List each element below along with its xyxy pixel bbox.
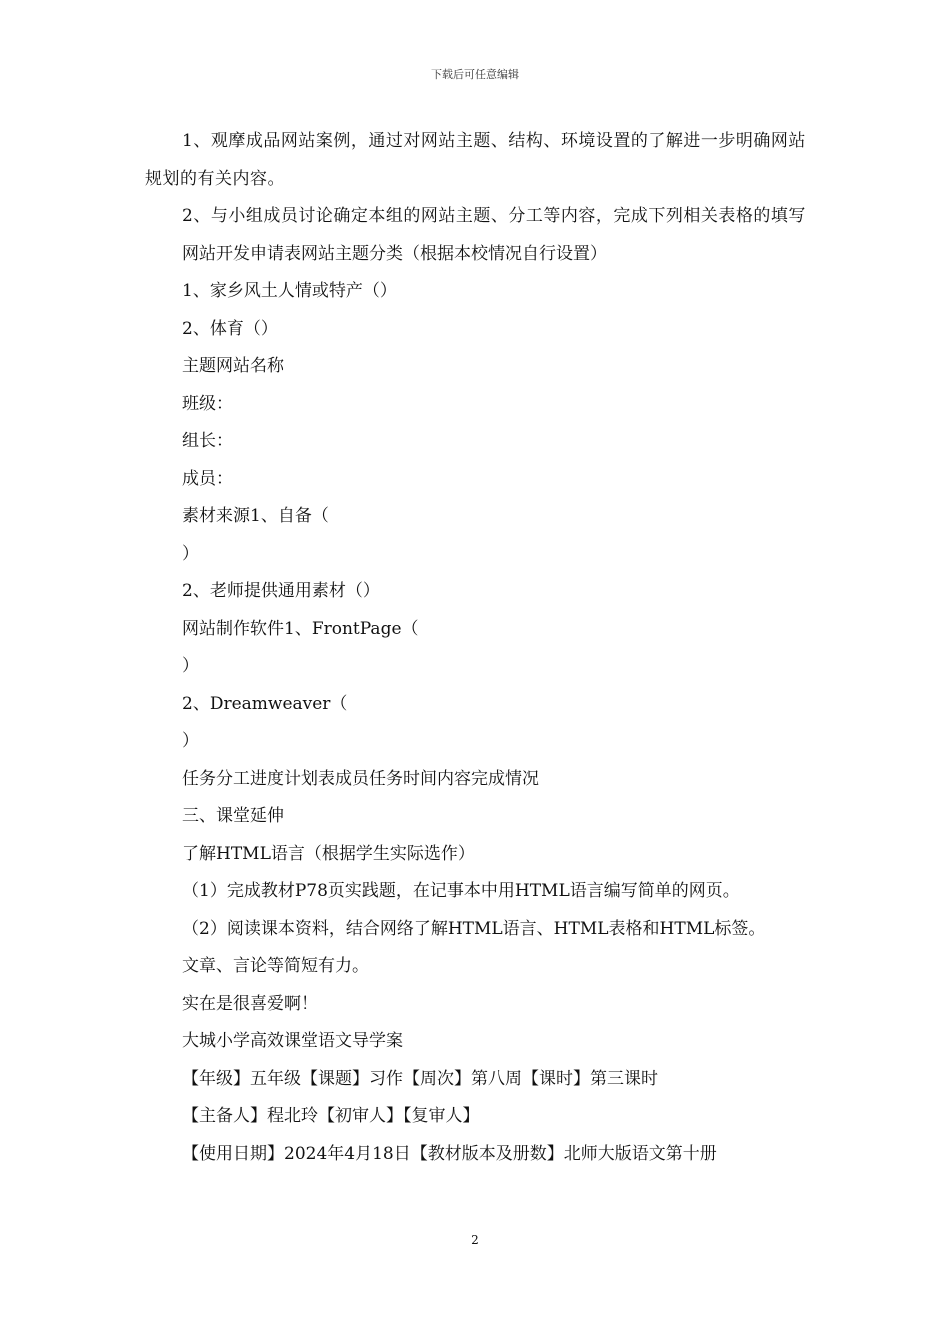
paragraph: 素材来源1、自备（: [182, 506, 329, 526]
paragraph: 2、老师提供通用素材（）: [182, 581, 380, 601]
paragraph: ）: [182, 656, 199, 676]
page-number: 2: [471, 1233, 479, 1247]
paragraph: 【主备人】程北玲【初审人】【复审人】: [182, 1106, 480, 1126]
paragraph: 大城小学高效课堂语文导学案: [182, 1031, 403, 1051]
paragraph: 实在是很喜爱啊！: [182, 993, 318, 1014]
paragraph: 班级：: [182, 393, 233, 414]
paragraph: 文章、言论等简短有力。: [182, 956, 369, 976]
paragraph: 网站制作软件1、FrontPage（: [182, 618, 419, 639]
paragraph: 网站开发申请表网站主题分类（根据本校情况自行设置）: [182, 243, 607, 264]
paragraph: 任务分工进度计划表成员任务时间内容完成情况: [182, 768, 539, 789]
paragraph: （2）阅读课本资料，结合网络了解HTML语言、HTML表格和HTML标签。: [182, 918, 766, 939]
document-body: [145, 123, 810, 1173]
paragraph: 2、体育（）: [182, 318, 278, 339]
page-header: 下载后可任意编辑: [431, 68, 519, 81]
paragraph: 主题网站名称: [182, 356, 284, 376]
paragraph: 2、与小组成员讨论确定本组的网站主题、分工等内容，完成下列相关表格的填写: [182, 206, 806, 226]
paragraph: 成员：: [182, 468, 233, 489]
paragraph: 1、观摩成品网站案例，通过对网站主题、结构、环境设置的了解进一步明确网站规划的有关内容。: [145, 131, 806, 189]
paragraph: 三、课堂延伸: [182, 806, 284, 826]
paragraph: ）: [182, 543, 199, 564]
paragraph: 1、家乡风土人情或特产（）: [182, 281, 397, 301]
paragraph: ）: [182, 731, 199, 751]
paragraph: 【使用日期】2024年4月18日【教材版本及册数】北师大版语文第十册: [182, 1143, 717, 1164]
paragraph: （1）完成教材P78页实践题，在记事本中用HTML语言编写简单的网页。: [182, 881, 740, 901]
paragraph: 组长：: [182, 431, 233, 451]
paragraph: 2、Dreamweaver（: [182, 693, 348, 714]
paragraph: 了解HTML语言（根据学生实际选作）: [182, 843, 475, 864]
paragraph: 【年级】五年级【课题】习作【周次】第八周【课时】第三课时: [182, 1068, 658, 1089]
